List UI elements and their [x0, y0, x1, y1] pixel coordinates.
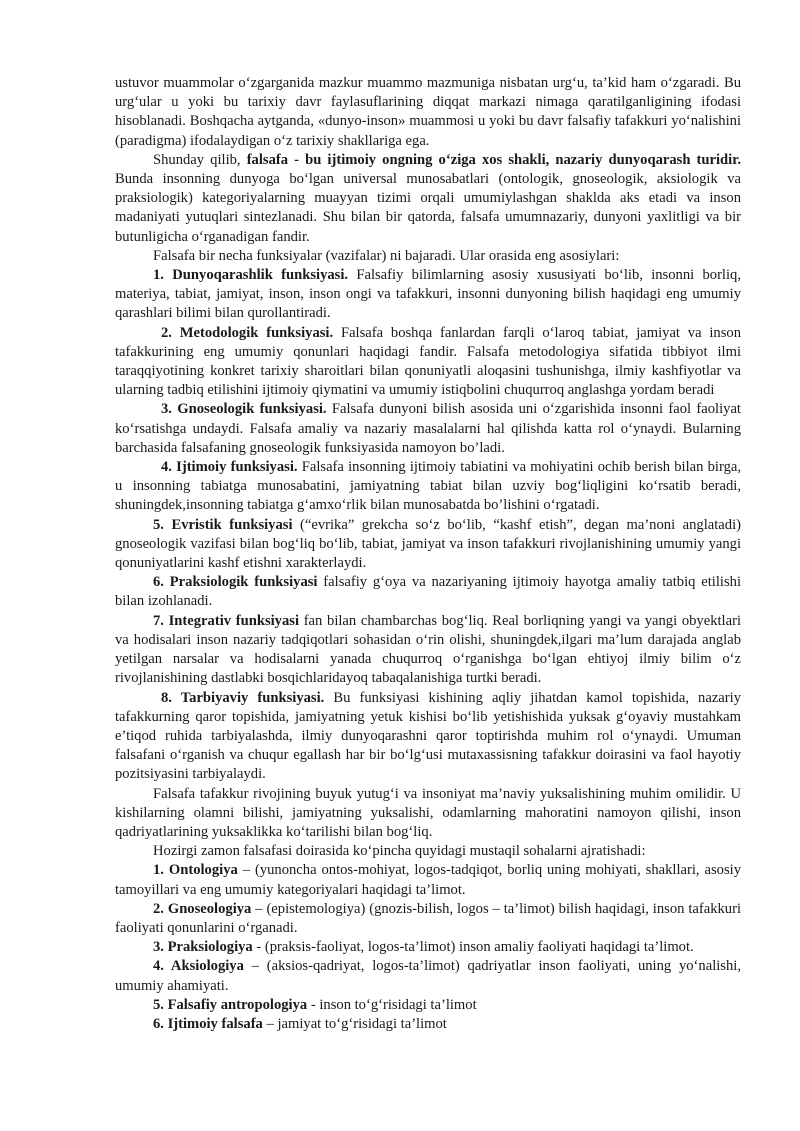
function-title: 8. Tarbiyaviy funksiyasi.	[161, 689, 325, 706]
branch-title: 3. Praksiologiya	[153, 939, 253, 956]
function-item	[115, 689, 741, 785]
branch-item	[115, 1015, 741, 1034]
branch-text: – (epistemologiya) (gnozis-bilish, logos – ta’limot) bilish haqidagi, inson tafakkuri faoliyati qonunlarini o‘rganadi.	[115, 900, 741, 936]
paragraph-functions-intro: Falsafa bir necha funksiyalar (vazifalar) ni bajaradi. Ular orasida eng asosiylari:	[153, 247, 620, 264]
branch-item	[115, 861, 741, 899]
function-text: Falsafa dunyoni bilish asosida uni o‘zgarishida insonni faol faoliyat ko‘rsatishga undaydi. Falsafa amaliy va nazariy masalalarni hal qilishda katta rol o‘ynaydi. Bularning barchasida falsafaning gnoseologik funksiyasida namoyon bo’ladi.	[115, 401, 741, 456]
function-title: 3. Gnoseologik funksiyasi.	[161, 401, 327, 418]
definition-lead: Shunday qilib,	[153, 151, 247, 168]
branch-text: – (aksios-qadriyat, logos-ta’limot) qadriyatlar inson faoliyati, uning yo‘nalishi, umumiy ahamiyati.	[115, 958, 741, 994]
branch-text: – jamiyat to‘g‘risidagi ta’limot	[262, 1015, 447, 1032]
branch-text: - inson to‘g‘risidagi ta’limot	[307, 996, 477, 1013]
function-item	[115, 612, 741, 689]
branch-item	[115, 938, 741, 957]
paragraph-branches-intro: Hozirgi zamon falsafasi doirasida ko‘pincha quyidagi mustaqil sohalarni ajratishadi:	[153, 843, 646, 860]
branch-text: – (yunoncha ontos-mohiyat, logos-tadqiqot, borliq uning mohiyati, shakllari, asosiy tamoyillari va eng umumiy kategoriyalari haqidagi ta’limot.	[115, 862, 741, 898]
function-title: 4. Ijtimoiy funksiyasi.	[161, 459, 298, 476]
branch-title: 5. Falsafiy antropologiya	[153, 996, 308, 1013]
function-item	[115, 516, 741, 574]
function-item	[115, 458, 741, 516]
paragraph-significance: Falsafa tafakkur rivojining buyuk yutug‘i va insoniyat ma’naviy yuksalishining muhim omilidir. U kishilarning olamni bilishi, jamiyatning yuksalishi, odamlarning mahoratini namoyon qilishi, inson qadriyatlarining yuksaklikka ko‘tarilishi bilan bog‘liq.	[115, 785, 741, 840]
function-item	[115, 400, 741, 458]
branch-text: - (praksis-faoliyat, logos-ta’limot) inson amaliy faoliyati haqidagi ta’limot.	[252, 939, 694, 956]
branch-title: 4. Aksiologiya	[153, 958, 244, 975]
function-title: 1. Dunyoqarashlik funksiyasi.	[153, 267, 349, 284]
function-title: 7. Integrativ funksiyasi	[153, 612, 300, 629]
paragraph-intro: ustuvor muammolar o‘zgarganida mazkur muammo mazmuniga nisbatan urg‘u, ta’kid ham o‘zgaradi. Bu urg‘ular u yoki bu tarixiy davr faylasuflarining diqqat markazi nimaga qaratilganligining ifodasi hisoblanadi. Boshqacha aytganda, «dunyo-inson» muammosi u yoki bu davr falsafiy tafakkuri yo‘nalishini (paradigma) ifodalaydigan o‘z tarixiy shakllariga ega.	[115, 75, 741, 149]
function-title: 2. Metodologik funksiyasi.	[161, 324, 334, 341]
branch-title: 1. Ontologiya	[153, 862, 238, 879]
branch-item	[115, 957, 741, 995]
function-item	[115, 573, 741, 611]
branch-title: 6. Ijtimoiy falsafa	[153, 1015, 263, 1032]
function-title: 6. Praksiologik funksiyasi	[153, 574, 318, 591]
function-title: 5. Evristik funksiyasi	[153, 516, 293, 533]
function-text: (“evrika” grekcha so‘z bo‘lib, “kashf etish”, degan ma’noni anglatadi) gnoseologik vazifasi bilan bog‘liq bo‘lib, tabiat, jamiyat va inson tafakkuri rivojlanishining umumiy yangi qonuniyatlarini kashf etishni xarakterlaydi.	[115, 516, 741, 572]
function-text: fan bilan chambarchas bog‘liq. Real borliqning yangi va yangi obyektlari va hodisalari inson nazariy tadqiqotlari sohasidan o‘rin olishi, shuningdek,ilgari ma’lum darajada anglab yetilgan narsalar va hodisalarni yanada chuqurroq o‘rganishga bo‘lgan ehtiyoj ilmiy bilim o‘z rivojlanishining dastlabki bosqichlaridayoq tabaqalanishiga turtki beradi.	[115, 612, 741, 687]
function-text: Bu funksiyasi kishining aqliy jihatdan kamol topishida, nazariy tafakkurning qaror topishida, jamiyatning yetuk kishisi bo‘lib yetishishida yuksak g‘oyaviy mustahkam e’tiqod ruhida tarbiyalashda, ilmiy dunyoqarashni qaror toptirishda muhim rol o‘ynaydi. Umuman falsafani o‘rganish va chuqur egallash har bir bo‘lg‘usi mutaxassisning tafakkur doirasini va faol hayotiy pozitsiyasini tarbiyalaydi.	[115, 689, 741, 783]
definition-bold: falsafa - bu ijtimoiy ongning o‘ziga xos shakli, nazariy dunyoqarash turidir.	[246, 151, 741, 168]
function-text: Falsafa boshqa fanlardan farqli o‘laroq tabiat, jamiyat va inson tafakkurining eng umumiy qonunlari haqidagi fandir. Falsafa metodologiya sifatida tibbiyot ilmi taraqqiyotining konkret tarixiy sharoitlari bilan qonuniyatli aloqasini tushunishga, ilmiy kashfiyotlar va ularning tadbiq etilishini ijtimoiy qiymatini va umumiy istiqbolini chuqurroq anglashga yordam beradi	[115, 324, 741, 399]
function-text: Falsafiy bilimlarning asosiy xususiyati bo‘lib, insonni borliq, materiya, tabiat, jamiyat, inson, inson ongi va tafakkuri, insonni dunyoning bilish haqidagi eng umumiy qarashlari bilimi bilan qurollantiradi.	[115, 267, 741, 322]
branch-item	[115, 900, 741, 938]
branch-title: 2. Gnoseologiya	[153, 900, 252, 917]
paragraph-definition	[115, 151, 741, 247]
function-text: Falsafa insonning ijtimoiy tabiatini va mohiyatini ochib berish bilan birga, u insonning tabiatga munosabatini, jamiyatning tabiat bilan uzviy bog‘liqligini ko‘rsatib beradi, shuningdek,insonning tabiatga g‘amxo‘rlik bilan munosabatda bo’lishini o‘rgatadi.	[115, 459, 742, 514]
function-item	[115, 324, 741, 401]
branch-item	[115, 996, 741, 1015]
function-item	[115, 266, 741, 324]
definition-rest: Bunda insonning dunyoga bo‘lgan universal munosabatlari (ontologik, gnoseologik, aksiologik va praksiologik) kategoriyalarning muayyan tizimi orqali umumiylashgan shaklda aks etadi va inson madaniyati yutuqlari sintezlanadi. Shu bilan bir qatorda, falsafa umumnazariy, dunyoni yaxlitligi va bir butunligicha o‘rganadigan fandir.	[115, 171, 741, 245]
function-text: falsafiy g‘oya va nazariyaning ijtimoiy hayotga amaliy tatbiq etilishi bilan izohlanadi.	[115, 574, 741, 610]
document-page	[115, 74, 741, 1034]
